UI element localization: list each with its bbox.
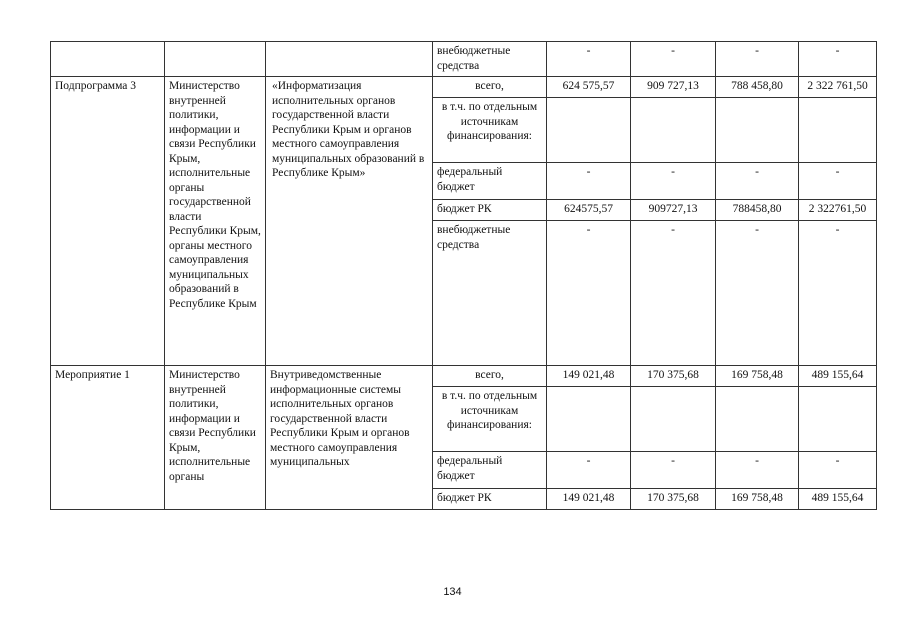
subprogram-name: «Информатизация исполнительных органов государственной власти Республики Крым и органов местного самоуправления муниципальных образований в Республике Крым» (266, 77, 433, 366)
source-cell: всего, (433, 366, 547, 387)
value-cell: - (547, 221, 631, 366)
table-row (51, 42, 877, 77)
source-cell: в т.ч. по отдельным источникам финансирования: (433, 98, 547, 163)
value-cell: - (547, 163, 631, 200)
event-label: Мероприятие 1 (51, 366, 165, 510)
value-cell: - (799, 42, 877, 77)
value-cell: - (716, 163, 799, 200)
value-cell: - (716, 221, 799, 366)
value-cell: - (716, 42, 799, 77)
value-cell: - (631, 452, 716, 489)
value-cell (799, 98, 877, 163)
event-executor: Министерство внутренней политики, информации и связи Республики Крым, исполнительные органы (165, 366, 266, 510)
source-cell: внебюджетные средства (433, 221, 547, 366)
value-cell (631, 98, 716, 163)
value-cell: 788458,80 (716, 200, 799, 221)
value-cell: - (799, 221, 877, 366)
page-number (0, 586, 905, 598)
value-cell: - (547, 42, 631, 77)
source-cell: федеральный бюджет (433, 452, 547, 489)
value-cell: - (547, 452, 631, 489)
table-row (51, 77, 877, 98)
value-cell: - (631, 221, 716, 366)
value-cell: - (799, 452, 877, 489)
source-cell: федеральный бюджет (433, 163, 547, 200)
value-cell: 909 727,13 (631, 77, 716, 98)
value-cell: - (716, 452, 799, 489)
value-cell: 149 021,48 (547, 366, 631, 387)
table-row (51, 366, 877, 387)
value-cell: 170 375,68 (631, 489, 716, 510)
source-cell: всего, (433, 77, 547, 98)
subprogram-label: Подпрограмма 3 (51, 77, 165, 366)
page-number-text: 134 (443, 586, 462, 598)
value-cell: 624 575,57 (547, 77, 631, 98)
value-cell: 170 375,68 (631, 366, 716, 387)
funding-table (50, 41, 877, 510)
value-cell: 169 758,48 (716, 489, 799, 510)
value-cell (547, 98, 631, 163)
value-cell: 2 322 761,50 (799, 77, 877, 98)
value-cell (631, 387, 716, 452)
value-cell (716, 387, 799, 452)
value-cell (716, 98, 799, 163)
value-cell (547, 387, 631, 452)
name-cell (266, 42, 433, 77)
value-cell: 169 758,48 (716, 366, 799, 387)
event-name: Внутриведомственные информационные системы исполнительных органов государственной власти Республики Крым и органов местного самоуправления муниципальных (266, 366, 433, 510)
source-cell: внебюджетные средства (433, 42, 547, 77)
subprogram-executor: Министерство внутренней политики, информации и связи Республики Крым, исполнительные органы государственной власти Республики Крым, органы местного самоуправления муниципальных образований в Республике Крым (165, 77, 266, 366)
value-cell: 909727,13 (631, 200, 716, 221)
value-cell: - (631, 42, 716, 77)
source-cell: в т.ч. по отдельным источникам финансирования: (433, 387, 547, 452)
source-cell: бюджет РК (433, 489, 547, 510)
value-cell (799, 387, 877, 452)
value-cell: 489 155,64 (799, 366, 877, 387)
value-cell: 149 021,48 (547, 489, 631, 510)
source-cell: бюджет РК (433, 200, 547, 221)
value-cell: - (799, 163, 877, 200)
value-cell: 788 458,80 (716, 77, 799, 98)
value-cell: - (631, 163, 716, 200)
program-cell (51, 42, 165, 77)
value-cell: 489 155,64 (799, 489, 877, 510)
executor-cell (165, 42, 266, 77)
value-cell: 2 322761,50 (799, 200, 877, 221)
value-cell: 624575,57 (547, 200, 631, 221)
